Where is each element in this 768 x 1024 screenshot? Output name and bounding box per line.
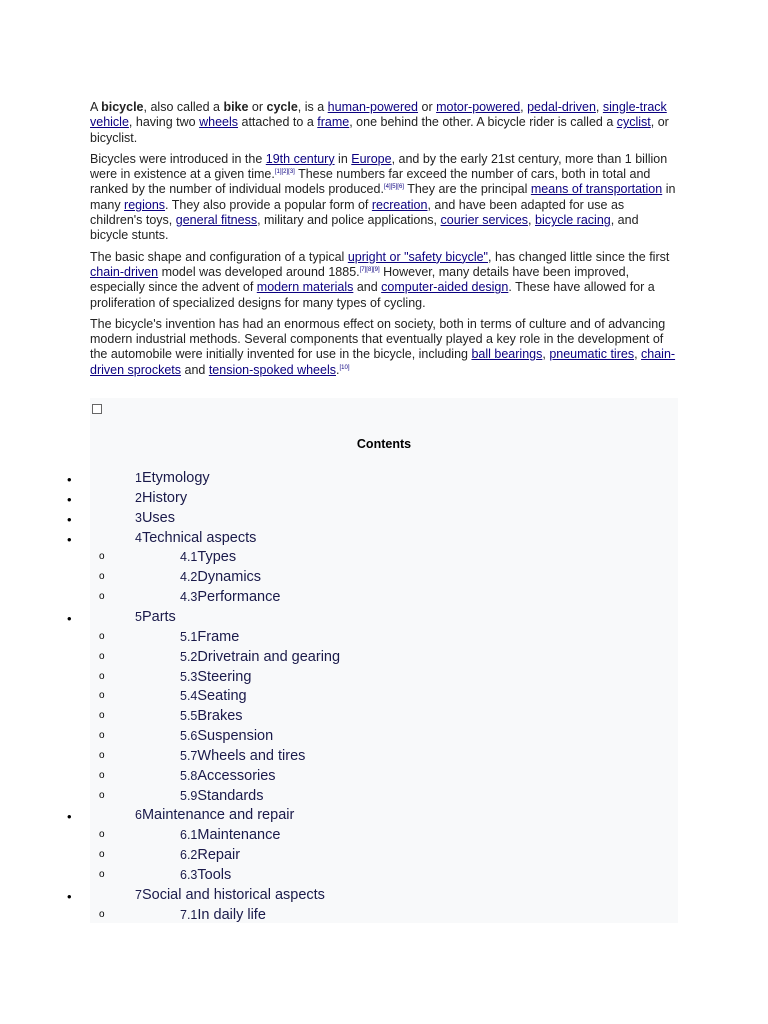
toc-item[interactable] [135, 807, 294, 825]
toc-toggle-checkbox[interactable] [92, 404, 102, 414]
toc-item-label: Performance [197, 589, 281, 606]
toc-item-label: Social and historical aspects [141, 886, 325, 903]
toc-item[interactable] [180, 569, 261, 587]
link-computer-aided-design[interactable]: computer-aided design [381, 280, 509, 295]
toc-item-label: History [141, 489, 188, 506]
link-pedal-driven[interactable]: pedal-driven [527, 100, 596, 114]
toc-item-number: 5.8 [180, 768, 198, 783]
toc-item-label: Repair [197, 847, 241, 864]
toc-item-number: 6.1 [180, 828, 198, 843]
toc-item-number: 5.1 [180, 629, 198, 644]
toc-bullet-icon: o [99, 551, 105, 563]
toc-item-label: Uses [141, 509, 175, 526]
toc-item-label: In daily life [197, 906, 266, 923]
toc-item[interactable] [180, 708, 243, 726]
toc-item-label: Seating [197, 688, 247, 705]
toc-bullet-icon: o [99, 829, 105, 841]
intro-paragraph-2: Bicycles were introduced in the 19th century in Europe, and by the early 21st century, more than 1 billion were in existence at a given time.[1][2][3] These numbers far exceed the number of cars, both in total and ranked by the number of individual models produced.[4][5][6] They are the principal means of transportation in many regions. They also provide a popular form of recreation, and have been adapted for use as children's toys, general fitness, military and police applications, courier services, bicycle racing, and bicycle stunts. [90, 151, 676, 243]
toc-item-label: Maintenance and repair [141, 807, 295, 824]
toc-item[interactable] [135, 609, 176, 627]
toc-item-number: 7 [135, 887, 142, 902]
toc-bullet-icon: o [99, 650, 105, 662]
toc-item-label: Drivetrain and gearing [197, 648, 341, 665]
toc-item-number: 5.5 [180, 709, 198, 724]
intro-paragraph-1: A bicycle, also called a bike or cycle, is a human-powered or motor-powered, pedal-driven, single-track vehicle, having two wheels attached to a frame, one behind the other. A bicycle rider is called a cyclist, or bicyclist. [90, 100, 669, 145]
toc-bullet-icon: o [99, 591, 105, 603]
toc-bullet-icon: o [99, 869, 105, 880]
toc-item-label: Etymology [141, 470, 210, 486]
toc-item-number: 5.7 [180, 748, 198, 763]
link-ball-bearings[interactable]: ball bearings [471, 347, 543, 362]
toc-item-number: 5.2 [180, 649, 198, 664]
link-bicycle-racing[interactable]: bicycle racing [535, 213, 611, 228]
link-cyclist[interactable]: cyclist [616, 115, 651, 130]
toc-bullet-icon: • [67, 610, 72, 626]
reference-1-3[interactable]: [1][2][3] [274, 169, 295, 176]
toc-item-label: Brakes [197, 708, 243, 725]
toc-item-number: 2 [135, 490, 142, 505]
toc-item-number: 1 [135, 471, 142, 485]
toc-bullet-icon: o [99, 571, 105, 583]
toc-item-label: Tools [197, 867, 232, 883]
term-cycle: cycle [266, 100, 298, 114]
toc-item-label: Accessories [197, 767, 276, 784]
link-motor-powered[interactable]: motor-powered [436, 100, 521, 114]
toc-bullet-icon: o [99, 849, 105, 861]
link-tension-spoked-wheels[interactable]: tension-spoked wheels [208, 362, 336, 377]
link-courier-services[interactable]: courier services [440, 213, 529, 228]
toc-bullet-icon: • [67, 531, 72, 547]
toc-item[interactable] [135, 887, 325, 905]
toc-item-number: 4.1 [180, 550, 198, 565]
toc-bullet-icon: • [67, 491, 72, 507]
toc-item[interactable] [180, 649, 340, 667]
toc-bullet-icon: o [99, 630, 105, 642]
toc-item-label: Technical aspects [141, 529, 257, 546]
toc-bullet-icon: • [67, 472, 72, 487]
link-19th-century[interactable]: 19th century [265, 151, 335, 166]
toc-item[interactable] [180, 867, 231, 885]
toc-item[interactable] [135, 470, 210, 488]
link-europe[interactable]: Europe [351, 151, 392, 166]
toc-bullet-icon: • [67, 888, 72, 904]
toc-item-number: 7.1 [180, 907, 198, 922]
link-frame[interactable]: frame [317, 115, 350, 130]
toc-item[interactable] [180, 629, 239, 647]
toc-item[interactable] [180, 907, 266, 925]
toc-item[interactable] [180, 748, 305, 766]
toc-item-number: 4.3 [180, 590, 198, 605]
toc-bullet-icon: • [67, 511, 72, 527]
toc-item-number: 5.3 [180, 669, 198, 684]
toc-item-label: Frame [197, 628, 240, 645]
article-body [90, 100, 678, 384]
term-bicycle: bicycle [101, 100, 144, 114]
toc-bullet-icon: o [99, 789, 105, 801]
link-human-powered[interactable]: human-powered [327, 100, 419, 114]
toc-item-number: 5.6 [180, 729, 198, 744]
link-single-track-vehicle[interactable]: single-track vehicle [90, 100, 667, 130]
toc-item-number: 6 [135, 808, 142, 823]
toc-item[interactable] [180, 688, 247, 706]
toc-item-number: 5 [135, 609, 142, 624]
toc-item-number: 5.9 [180, 788, 198, 803]
reference-10[interactable]: [10] [339, 364, 350, 371]
toc-bullet-icon: o [99, 730, 105, 742]
toc-bullet-icon: o [99, 710, 105, 722]
toc-bullet-icon: o [99, 670, 105, 682]
toc-item-label: Wheels and tires [197, 747, 306, 764]
reference-4-6[interactable]: [4][5][6] [383, 184, 404, 191]
toc-item[interactable] [180, 827, 280, 845]
toc-item-label: Standards [197, 787, 264, 804]
toc-item-label: Types [197, 549, 237, 566]
toc-bullet-icon: o [99, 908, 105, 920]
toc-bullet-icon: o [99, 749, 105, 761]
toc-item-number: 4 [135, 530, 142, 545]
intro-paragraph-3: The basic shape and configuration of a typical upright or "safety bicycle", has changed little since the first chain-driven model was developed around 1885.[7][8][9] However, many details have been improved, especially since the advent of modern materials and computer-aided design. These have allowed for a proliferation of specialized designs for many types of cycling. [90, 249, 670, 310]
link-chain-driven[interactable]: chain-driven [90, 264, 159, 279]
toc-item[interactable] [180, 589, 280, 607]
toc-item-label: Steering [197, 668, 252, 685]
toc-item-number: 6.3 [180, 868, 198, 882]
link-wheels[interactable]: wheels [199, 115, 239, 130]
toc-item-label: Parts [141, 608, 176, 625]
toc-item[interactable] [180, 669, 251, 687]
toc-bullet-icon: • [67, 809, 72, 825]
toc-item[interactable] [180, 788, 264, 806]
reference-7-9[interactable]: [7][8][9] [359, 266, 380, 273]
toc-item[interactable] [180, 847, 240, 865]
toc-item-label: Suspension [197, 728, 274, 745]
toc-item[interactable] [135, 530, 256, 548]
toc-item-number: 4.2 [180, 570, 198, 585]
link-modern-materials[interactable]: modern materials [256, 280, 354, 295]
toc-bullet-icon: o [99, 769, 105, 781]
link-recreation[interactable]: recreation [371, 197, 428, 212]
toc-item-label: Maintenance [197, 827, 281, 844]
intro-paragraph-4: The bicycle's invention has had an enormous effect on society, both in terms of culture and of advancing modern industrial methods. Several components that eventually played a key role in the development of the automobile were initially invented for use in the bicycle, including ball bearings, pneumatic tires, chain-driven sprockets and tension-spoked wheels.[10] [90, 316, 676, 377]
link-pneumatic-tires[interactable]: pneumatic tires [549, 347, 635, 362]
link-chain-driven-sprockets[interactable]: chain-driven sprockets [90, 347, 676, 377]
link-general-fitness[interactable]: general fitness [175, 213, 258, 228]
toc-item-number: 6.2 [180, 848, 198, 863]
toc-item[interactable] [135, 510, 175, 528]
toc-item-number: 3 [135, 510, 142, 525]
toc-item-label: Dynamics [197, 569, 262, 586]
toc-item[interactable] [180, 728, 273, 746]
toc-item[interactable] [180, 549, 236, 567]
term-bike: bike [223, 100, 249, 114]
link-means-of-transportation[interactable]: means of transportation [530, 182, 663, 197]
toc-item-number: 5.4 [180, 689, 198, 704]
toc-item[interactable] [180, 768, 276, 786]
toc-bullet-icon: o [99, 690, 105, 702]
link-safety-bicycle[interactable]: upright or "safety bicycle" [347, 249, 488, 264]
toc-item[interactable] [135, 490, 187, 508]
link-regions[interactable]: regions [124, 197, 166, 212]
toc-title: Contents [356, 437, 412, 451]
